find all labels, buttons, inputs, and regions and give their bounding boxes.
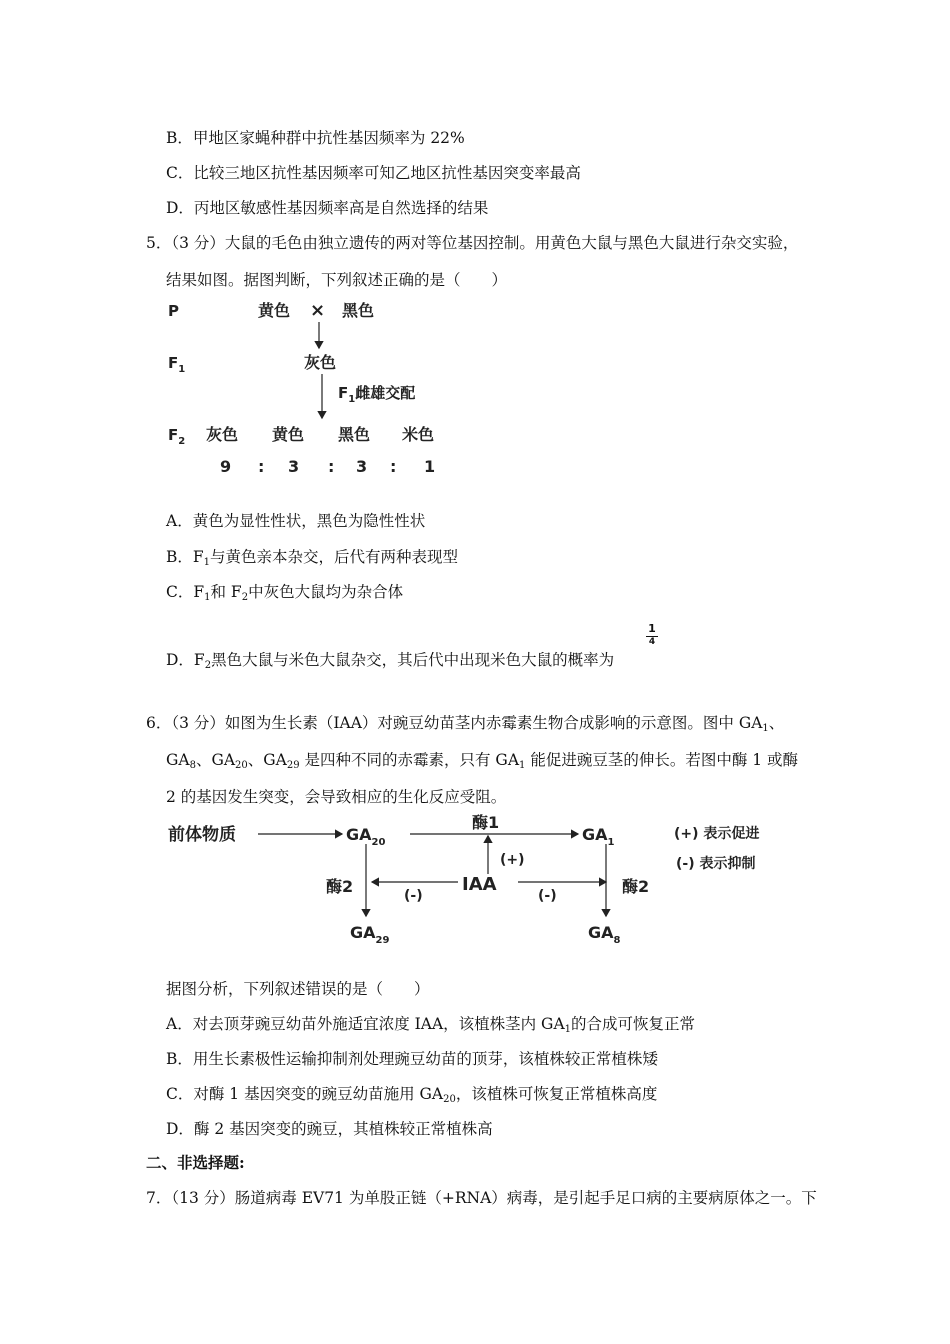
ratio-value-4: 1 (424, 457, 436, 476)
f2-label: $F_2$ (168, 426, 186, 447)
ga29-label: $GA_{29}$ (350, 923, 390, 946)
fraction-numerator: 1 (648, 622, 656, 635)
q5-stem-line1: 5．（3 分）大鼠的毛色由独立遗传的两对等位基因控制。用黄色大鼠与黑色大鼠进行杂交实验， (146, 234, 799, 252)
promote-sign: (+) (500, 852, 525, 868)
q4-option-c: C．比较三地区抗性基因频率可知乙地区抗性基因突变率最高 (166, 164, 581, 182)
iaa-label: IAA (462, 874, 497, 895)
ratio-value-1: 9 (220, 457, 232, 476)
q6-analysis-prompt: 据图分析，下列叙述错误的是（ ） (166, 980, 430, 998)
q5-option-a: A．黄色为显性性状，黑色为隐性性状 (166, 512, 426, 530)
enzyme1-label: 酶1 (472, 813, 500, 832)
q6-option-a: A．对去顶芽豌豆幼苗外施适宜浓度 IAA，该植株茎内 $GA_1$的合成可恢复正常 (166, 1015, 696, 1035)
f1-phenotype: 灰色 (304, 353, 337, 372)
parent-black: 黑色 (342, 301, 375, 320)
q6-stem-line2: $GA_8$、$GA_{20}$、$GA_{29}$ 是四种不同的赤霉素，只有 $GA_1$ 能促进豌豆茎的伸长。若图中酶 1 或酶 (166, 751, 799, 771)
fraction-one-quarter (645, 622, 659, 647)
legend-inhibit: (-) 表示抑制 (676, 856, 756, 872)
q6-option-d: D．酶 2 基因突变的豌豆，其植株较正常植株高 (166, 1120, 493, 1138)
ga8-label: $GA_8$ (588, 923, 621, 946)
q6-stem-line1: 6．（3 分）如图为生长素（IAA）对豌豆幼苗茎内赤霉素生物合成影响的示意图。图中 $GA_1$、 (146, 714, 785, 734)
ga20-label: $GA_{20}$ (346, 825, 386, 848)
legend-promote: (+) 表示促进 (674, 826, 760, 842)
enzyme2-left-label: 酶2 (326, 877, 354, 896)
cross-symbol: × (310, 300, 326, 321)
inhibit-sign-right: (-) (538, 888, 557, 904)
fraction-denominator: 4 (648, 637, 656, 647)
inhibit-sign-left: (-) (404, 888, 423, 904)
ga1-label: $GA_1$ (582, 825, 615, 848)
f2-phenotype-gray: 灰色 (206, 425, 239, 444)
section-heading-non-choice: 二、非选择题: (146, 1153, 245, 1172)
q5-cross-diagram (160, 292, 460, 482)
q6-stem-line3: 2 的基因发生突变，会导致相应的生化反应受阻。 (166, 788, 507, 806)
ratio-colon-3: : (390, 457, 397, 476)
precursor-label: 前体物质 (168, 825, 236, 845)
q5-stem-line2: 结果如图。据图判断，下列叙述正确的是（ ） (166, 271, 508, 289)
q4-option-b: B．甲地区家蝇种群中抗性基因频率为 22% (166, 129, 465, 147)
q6-gibberellin-diagram (160, 812, 810, 952)
p-label: P (168, 302, 179, 320)
enzyme2-right-label: 酶2 (622, 877, 650, 896)
f1-label: $F_1$ (168, 354, 186, 375)
q6-option-b: B．用生长素极性运输抑制剂处理豌豆幼苗的顶芽，该植株较正常植株矮 (166, 1050, 658, 1068)
ratio-value-2: 3 (288, 457, 300, 476)
f2-phenotype-yellow: 黄色 (272, 425, 305, 444)
q4-option-d: D．丙地区敏感性基因频率高是自然选择的结果 (166, 199, 489, 217)
q5-option-c: C．$F_1$和 $F_2$中灰色大鼠均为杂合体 (166, 583, 404, 603)
q5-option-b: B．$F_1$与黄色亲本杂交，后代有两种表现型 (166, 548, 459, 568)
parent-yellow: 黄色 (258, 301, 291, 320)
ratio-colon-2: : (328, 457, 335, 476)
f2-phenotype-beige: 米色 (402, 425, 435, 444)
q6-option-c: C．对酶 1 基因突变的豌豆幼苗施用 $GA_{20}$，该植株可恢复正常植株高度 (166, 1085, 658, 1105)
ratio-value-3: 3 (356, 457, 368, 476)
q5-option-d: D．$F_2$黑色大鼠与米色大鼠杂交，其后代中出现米色大鼠的概率为 (166, 651, 615, 671)
f1-intercross-label: $F_1$雌雄交配 (338, 384, 416, 405)
q7-stem: 7．（13 分）肠道病毒 EV71 为单股正链（+RNA）病毒，是引起手足口病的主要病原体之一。下 (146, 1189, 817, 1207)
ratio-colon-1: : (258, 457, 265, 476)
f2-phenotype-black: 黑色 (338, 425, 371, 444)
